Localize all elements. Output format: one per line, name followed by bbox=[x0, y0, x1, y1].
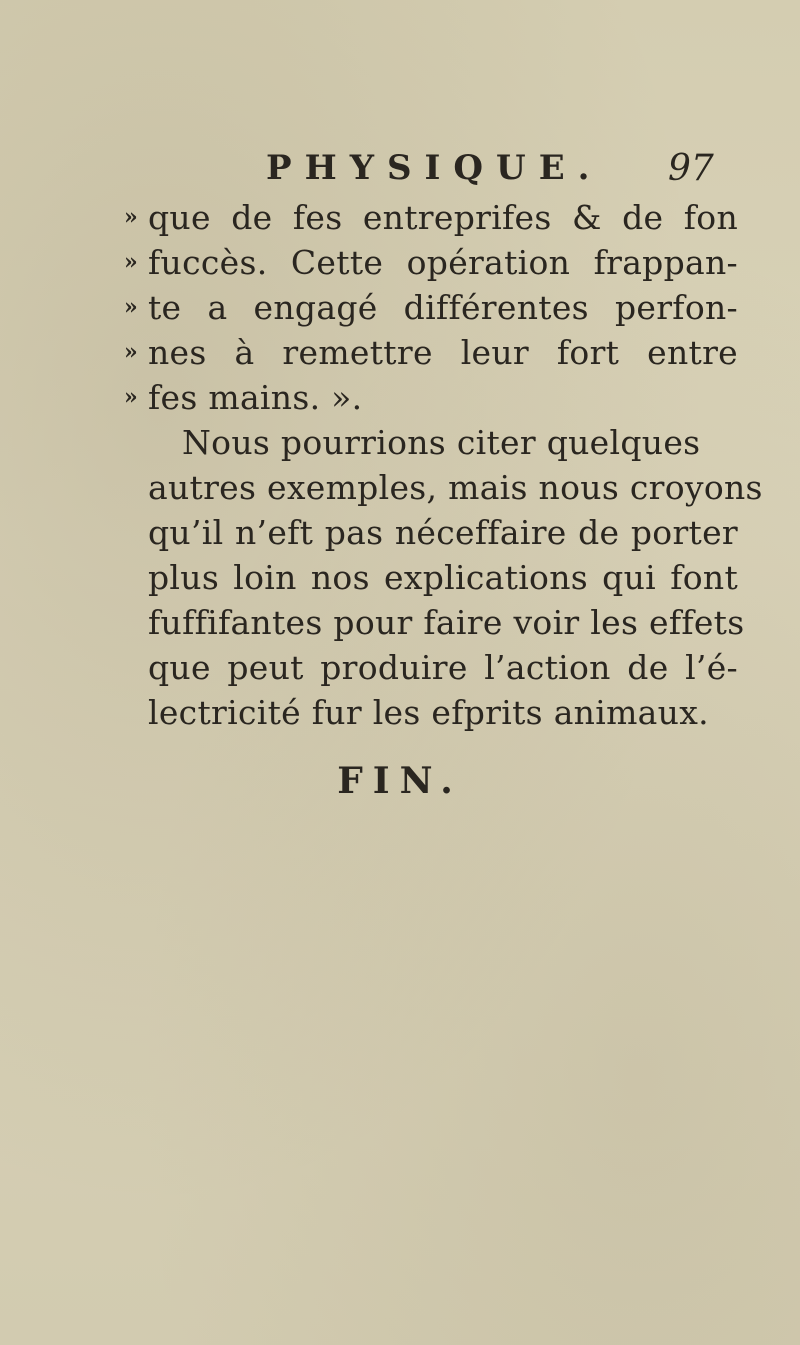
text-line bbox=[134, 465, 763, 510]
line-text: fes mains. ». bbox=[148, 378, 363, 417]
line-text: lectricité fur les efprits animaux. bbox=[148, 693, 709, 732]
text-line bbox=[134, 420, 754, 465]
text-line bbox=[134, 645, 754, 690]
text-line bbox=[123, 195, 754, 240]
line-text: fuffifantes pour faire voir les effets bbox=[148, 603, 745, 642]
quote-mark: » bbox=[123, 339, 138, 365]
page-header bbox=[0, 148, 800, 198]
fin-marker: FIN. bbox=[337, 760, 463, 802]
line-text: nes à remettre leur fort entre bbox=[148, 333, 738, 372]
line-text: te a engagé différentes perfon- bbox=[148, 288, 738, 327]
line-text: Nous pourrions citer quelques bbox=[182, 423, 701, 462]
body-text bbox=[123, 195, 763, 735]
line-text: qu’il n’eft pas néceffaire de porter bbox=[148, 513, 738, 552]
line-text: autres exemples, mais nous croyons bbox=[148, 468, 763, 507]
line-text: que peut produire l’action de l’é- bbox=[148, 648, 738, 687]
text-line bbox=[134, 510, 754, 555]
quote-mark: » bbox=[123, 249, 138, 275]
quote-mark: » bbox=[123, 384, 138, 410]
quote-mark: » bbox=[123, 294, 138, 320]
quote-mark: » bbox=[123, 204, 138, 230]
running-head: PHYSIQUE. bbox=[266, 148, 603, 188]
text-line bbox=[123, 240, 754, 285]
line-text: que de fes entreprifes & de fon bbox=[148, 198, 738, 237]
text-line bbox=[123, 330, 754, 375]
line-text: fuccès. Cette opération frappan- bbox=[148, 243, 738, 282]
text-line bbox=[123, 375, 754, 420]
text-line bbox=[123, 285, 754, 330]
page-number: 97 bbox=[668, 148, 714, 189]
text-line bbox=[134, 555, 754, 600]
text-line bbox=[134, 690, 754, 735]
text-line bbox=[134, 600, 754, 645]
line-text: plus loin nos explications qui font bbox=[148, 558, 738, 597]
